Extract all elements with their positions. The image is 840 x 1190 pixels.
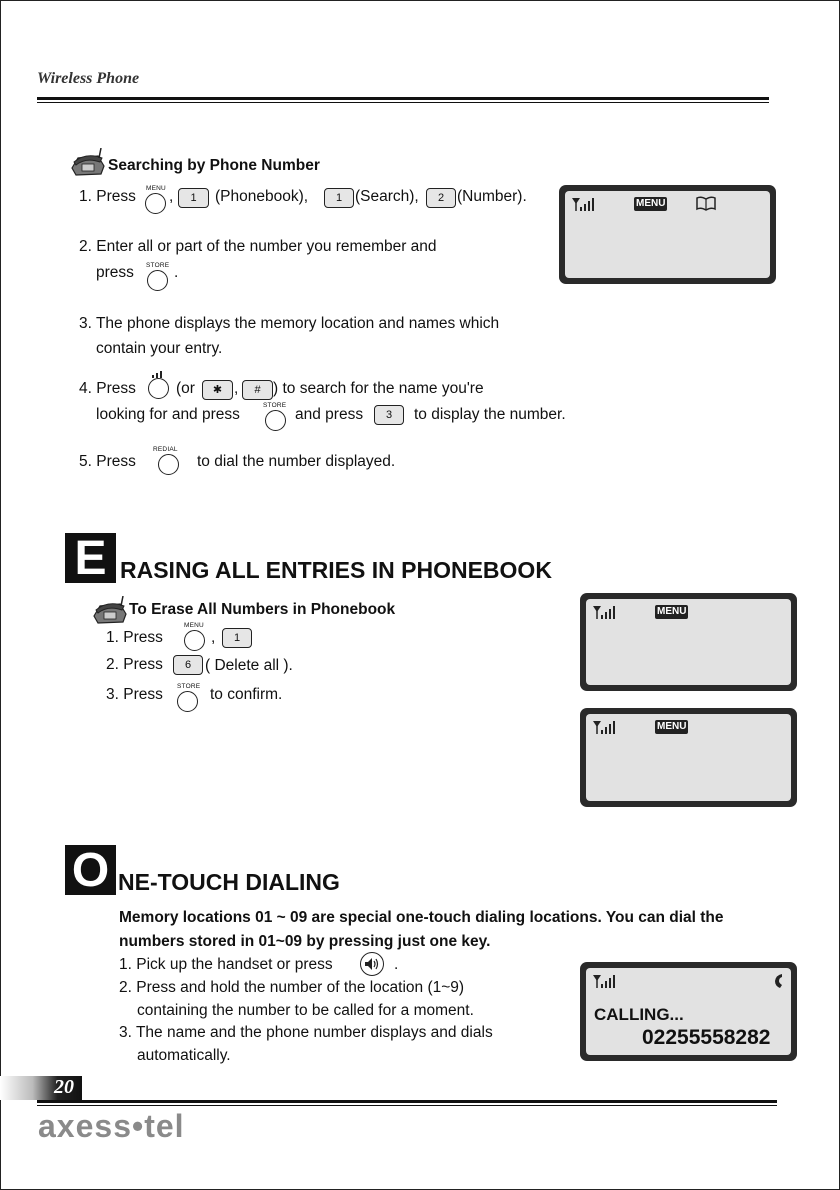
menu-badge: MENU (657, 721, 687, 732)
up-button[interactable] (148, 378, 169, 399)
period: . (174, 264, 179, 281)
menu-button-label: MENU (184, 622, 204, 629)
search-step4-line1: ) to search for the name you're (273, 380, 484, 397)
onetouch-intro-line1: Memory locations 01 ~ 09 are special one-touch dialing locations. You can dial the (119, 909, 724, 926)
lcd-screen (559, 185, 776, 284)
menu-button[interactable] (184, 630, 205, 651)
key-2[interactable]: 2 (426, 188, 456, 208)
speaker-icon (364, 957, 380, 971)
lcd-phone-number: 02255558282 (642, 1026, 771, 1049)
onetouch-step1-text: 1. Pick up the handset or press (119, 956, 333, 973)
erase-step3-text: to confirm. (210, 686, 283, 703)
onetouch-step3-line1: 3. The name and the phone number displays and dials (119, 1024, 493, 1041)
erase-step2-text: ( Delete all ). (205, 657, 293, 674)
header-rule (37, 97, 769, 100)
lcd-calling-text: CALLING... (594, 1005, 684, 1024)
signal-icon (592, 719, 618, 735)
search-step4-display: to display the number. (414, 406, 566, 423)
book-icon (695, 196, 717, 211)
menu-button-label: MENU (146, 185, 166, 192)
search-step1-search: (Search), (355, 188, 419, 205)
signal-icon (150, 370, 166, 378)
store-button-label: STORE (263, 402, 287, 409)
search-step5-press: 5. Press (79, 453, 136, 470)
onetouch-section-title: NE-TOUCH DIALING (118, 869, 340, 895)
comma: , (169, 188, 174, 205)
footer-rule (37, 1100, 777, 1103)
menu-badge: MENU (636, 198, 666, 209)
menu-badge: MENU (657, 606, 687, 617)
lcd-screen (580, 708, 797, 807)
store-button[interactable] (265, 410, 286, 431)
footer-rule-thin (37, 1105, 777, 1106)
desk-phone-icon (90, 596, 128, 624)
search-step1-phonebook: (Phonebook), (215, 188, 309, 205)
brand-logo: axess•tel (38, 1108, 185, 1144)
key-1[interactable]: 1 (222, 628, 252, 648)
comma: , (211, 629, 216, 646)
onetouch-step2-line2: containing the number to be called for a moment. (137, 1002, 474, 1019)
erase-step3-press: 3. Press (106, 686, 163, 703)
search-step4-or: (or (176, 380, 195, 397)
onetouch-intro-line2: numbers stored in 01~09 by pressing just one key. (119, 933, 491, 950)
store-button[interactable] (177, 691, 198, 712)
search-step4-line2: looking for and press (96, 406, 240, 423)
search-step3-line1: 3. The phone displays the memory location and names which (79, 315, 500, 332)
key-1[interactable]: 1 (324, 188, 354, 208)
erase-step1-press: 1. Press (106, 629, 163, 646)
signal-icon (592, 604, 618, 620)
onetouch-step3-line2: automatically. (137, 1047, 231, 1064)
key-star[interactable]: ✱ (202, 380, 233, 400)
key-6[interactable]: 6 (173, 655, 203, 675)
lcd-screen (580, 962, 797, 1061)
store-button[interactable] (147, 270, 168, 291)
period: . (394, 956, 399, 973)
handset-icon (772, 973, 786, 989)
signal-icon (571, 196, 597, 212)
desk-phone-icon (68, 148, 106, 176)
store-button-label: STORE (146, 262, 170, 269)
store-button-label: STORE (177, 683, 201, 690)
section-letter-e: E (65, 533, 116, 583)
section-letter-o: O (65, 845, 116, 895)
key-3[interactable]: 3 (374, 405, 404, 425)
erase-section-title: RASING ALL ENTRIES IN PHONEBOOK (120, 557, 552, 583)
search-step2-line1: 2. Enter all or part of the number you remember and (79, 238, 437, 255)
search-step2-press: press (96, 264, 134, 281)
search-step1-number: (Number). (457, 188, 527, 205)
speaker-button[interactable] (360, 952, 384, 976)
search-step5-text: to dial the number displayed. (197, 453, 396, 470)
redial-button-label: REDIAL (153, 446, 178, 453)
page-number: 20 (54, 1076, 74, 1098)
erase-step2-press: 2. Press (106, 656, 163, 673)
menu-button[interactable] (145, 193, 166, 214)
search-heading: Searching by Phone Number (108, 157, 320, 174)
comma: , (234, 380, 239, 397)
signal-icon (592, 973, 618, 989)
header-title: Wireless Phone (37, 70, 140, 87)
redial-button[interactable] (158, 454, 179, 475)
key-hash[interactable]: # (242, 380, 273, 400)
search-step3-line2: contain your entry. (96, 340, 223, 357)
search-step4-andpress: and press (295, 406, 364, 423)
erase-heading: To Erase All Numbers in Phonebook (129, 601, 396, 618)
header-rule-thin (37, 102, 769, 103)
search-step1-text: 1. Press (79, 188, 136, 205)
lcd-screen (580, 593, 797, 691)
search-step4-press: 4. Press (79, 380, 136, 397)
key-1[interactable]: 1 (178, 188, 209, 208)
onetouch-step2-line1: 2. Press and hold the number of the location (1~9) (119, 979, 465, 996)
